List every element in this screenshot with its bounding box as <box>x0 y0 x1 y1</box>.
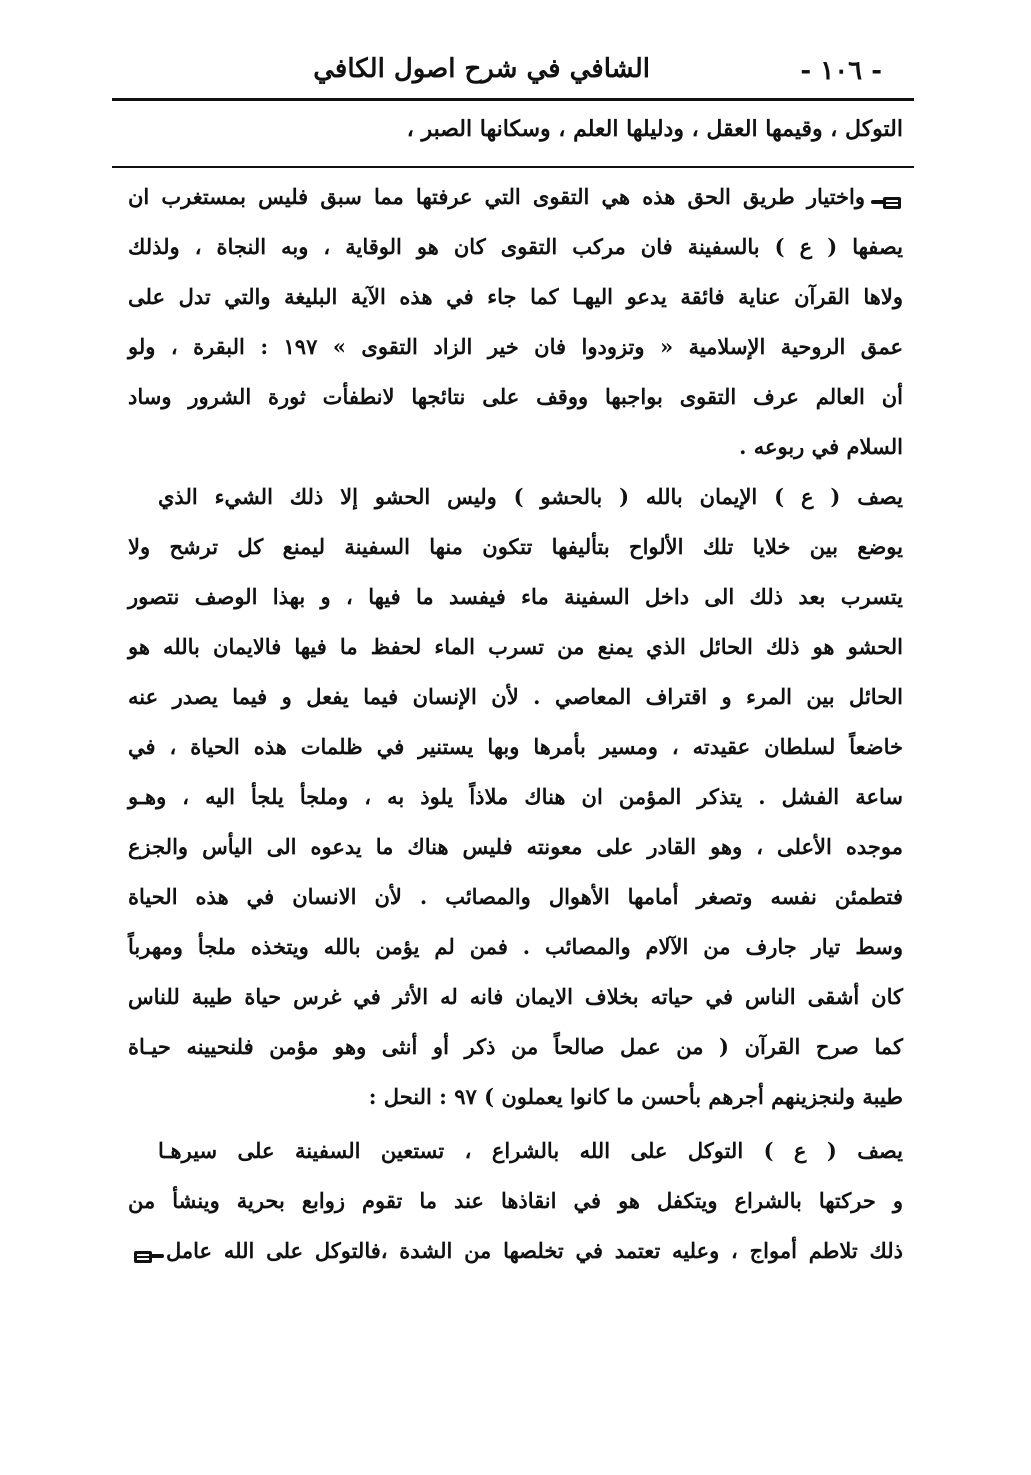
pointing-hand-icon <box>132 1244 166 1262</box>
text-line-3: ولاها القرآن عناية فائقة يدعو اليهـا كما جاء في هذه الآية البليغة والتي تدل على <box>128 284 903 309</box>
pointing-hand-icon <box>869 190 903 208</box>
text-line-11: الحائل بين المرء و اقتراف المعاصي . لأن الإنسان فيما يفعل و فيما يصدر عنه <box>128 684 903 709</box>
text-line-10: الحشو هو ذلك الحائل الذي يمنع من تسرب الماء لحفظ ما فيها فالايمان بالله هو <box>128 634 903 659</box>
text-line-14: موجده الأعلى ، وهو القادر على معونته فليس هناك ما يدعوه الى اليأس والجزع <box>128 834 903 859</box>
text-line-21: و حركتها بالشراع ويتكفل هو في انقاذها عند ما تقوم زوابع بحرية وينشأ من <box>128 1188 904 1213</box>
text-line-22 <box>128 1236 903 1268</box>
text-line-16: وسط تيار جارف من الآلام والمصائب . فمن لم يؤمن بالله ويتخذه ملجأ ومهرباً <box>128 934 903 959</box>
text-line-18: كما صرح القرآن ( من عمل صالحاً من ذكر أو أنثى وهو مؤمن فلنحيينه حيـاة <box>128 1034 903 1059</box>
page-header <box>112 44 912 96</box>
line-text: ذلك تلاطم أمواج ، وعليه تعتمد في تخلصها من الشدة ،فالتوكل على الله عامل <box>166 1238 903 1263</box>
text-line-15: فتطمئن نفسه وتصغر أمامها الأهوال والمصائب . لأن الانسان في هذه الحياة <box>128 884 903 909</box>
text-line-1 <box>128 182 903 214</box>
text-line-6: السلام في ربوعه . <box>739 434 903 459</box>
header-rule <box>112 98 914 101</box>
text-line-7: يصف ( ع ) الإيمان بالله ( بالحشو ) وليس الحشو إلا ذلك الشيء الذي <box>158 484 903 509</box>
text-line-5: أن العالم عرف التقوى بواجبها ووقف على نتائجها لانطفأت ثورة الشرور وساد <box>128 384 903 409</box>
text-line-17: كان أشقى الناس في حياته بخلاف الايمان فانه له الأثر في غرس حياة طيبة للناس <box>128 984 903 1009</box>
text-line-12: خاضعاً لسلطان عقيدته ، ومسير بأمرها وبها يستنير في ظلمات هذه الحياة ، في <box>128 734 903 759</box>
page-number: - ١٠٦ - <box>800 56 882 86</box>
text-line-9: يتسرب بعد ذلك الى داخل السفينة ماء فيفسد ما فيها ، و بهذا الوصف نتصور <box>128 584 903 609</box>
footnote-rule <box>112 166 914 168</box>
text-line-4: عمق الروحية الإسلامية « وتزودوا فان خير الزاد التقوى » ١٩٧ : البقرة ، ولو <box>128 334 903 359</box>
text-line-8: يوضع بين خلايا تلك الألواح بتأليفها تتكون منها السفينة ليمنع كل ترشح ولا <box>128 534 903 559</box>
text-line-20: يصف ( ع ) التوكل على الله بالشراع ، تستعين السفينة على سيرهـا <box>158 1138 903 1163</box>
text-line-19: طيبة ولنجزينهم أجرهم بأحسن ما كانوا يعملون ) ٩٧ : النحل : <box>368 1084 903 1109</box>
text-line-2: يصفها ( ع ) بالسفينة فان مركب التقوى كان هو الوقاية ، وبه النجاة ، ولذلك <box>128 234 903 259</box>
continuation-line: التوكل ، وقيمها العقل ، ودليلها العلم ، وسكانها الصبر ، <box>406 116 903 142</box>
text-line-13: ساعة الفشل . يتذكر المؤمن ان هناك ملاذاً يلوذ به ، وملجأ يلجأ اليه ، وهـو <box>128 784 903 809</box>
line-text: واختيار طريق الحق هذه هي التقوى التي عرفتها مما سبق فليس بمستغرب ان <box>128 184 865 209</box>
running-title: الشافي في شرح اصول الكافي <box>313 54 650 84</box>
